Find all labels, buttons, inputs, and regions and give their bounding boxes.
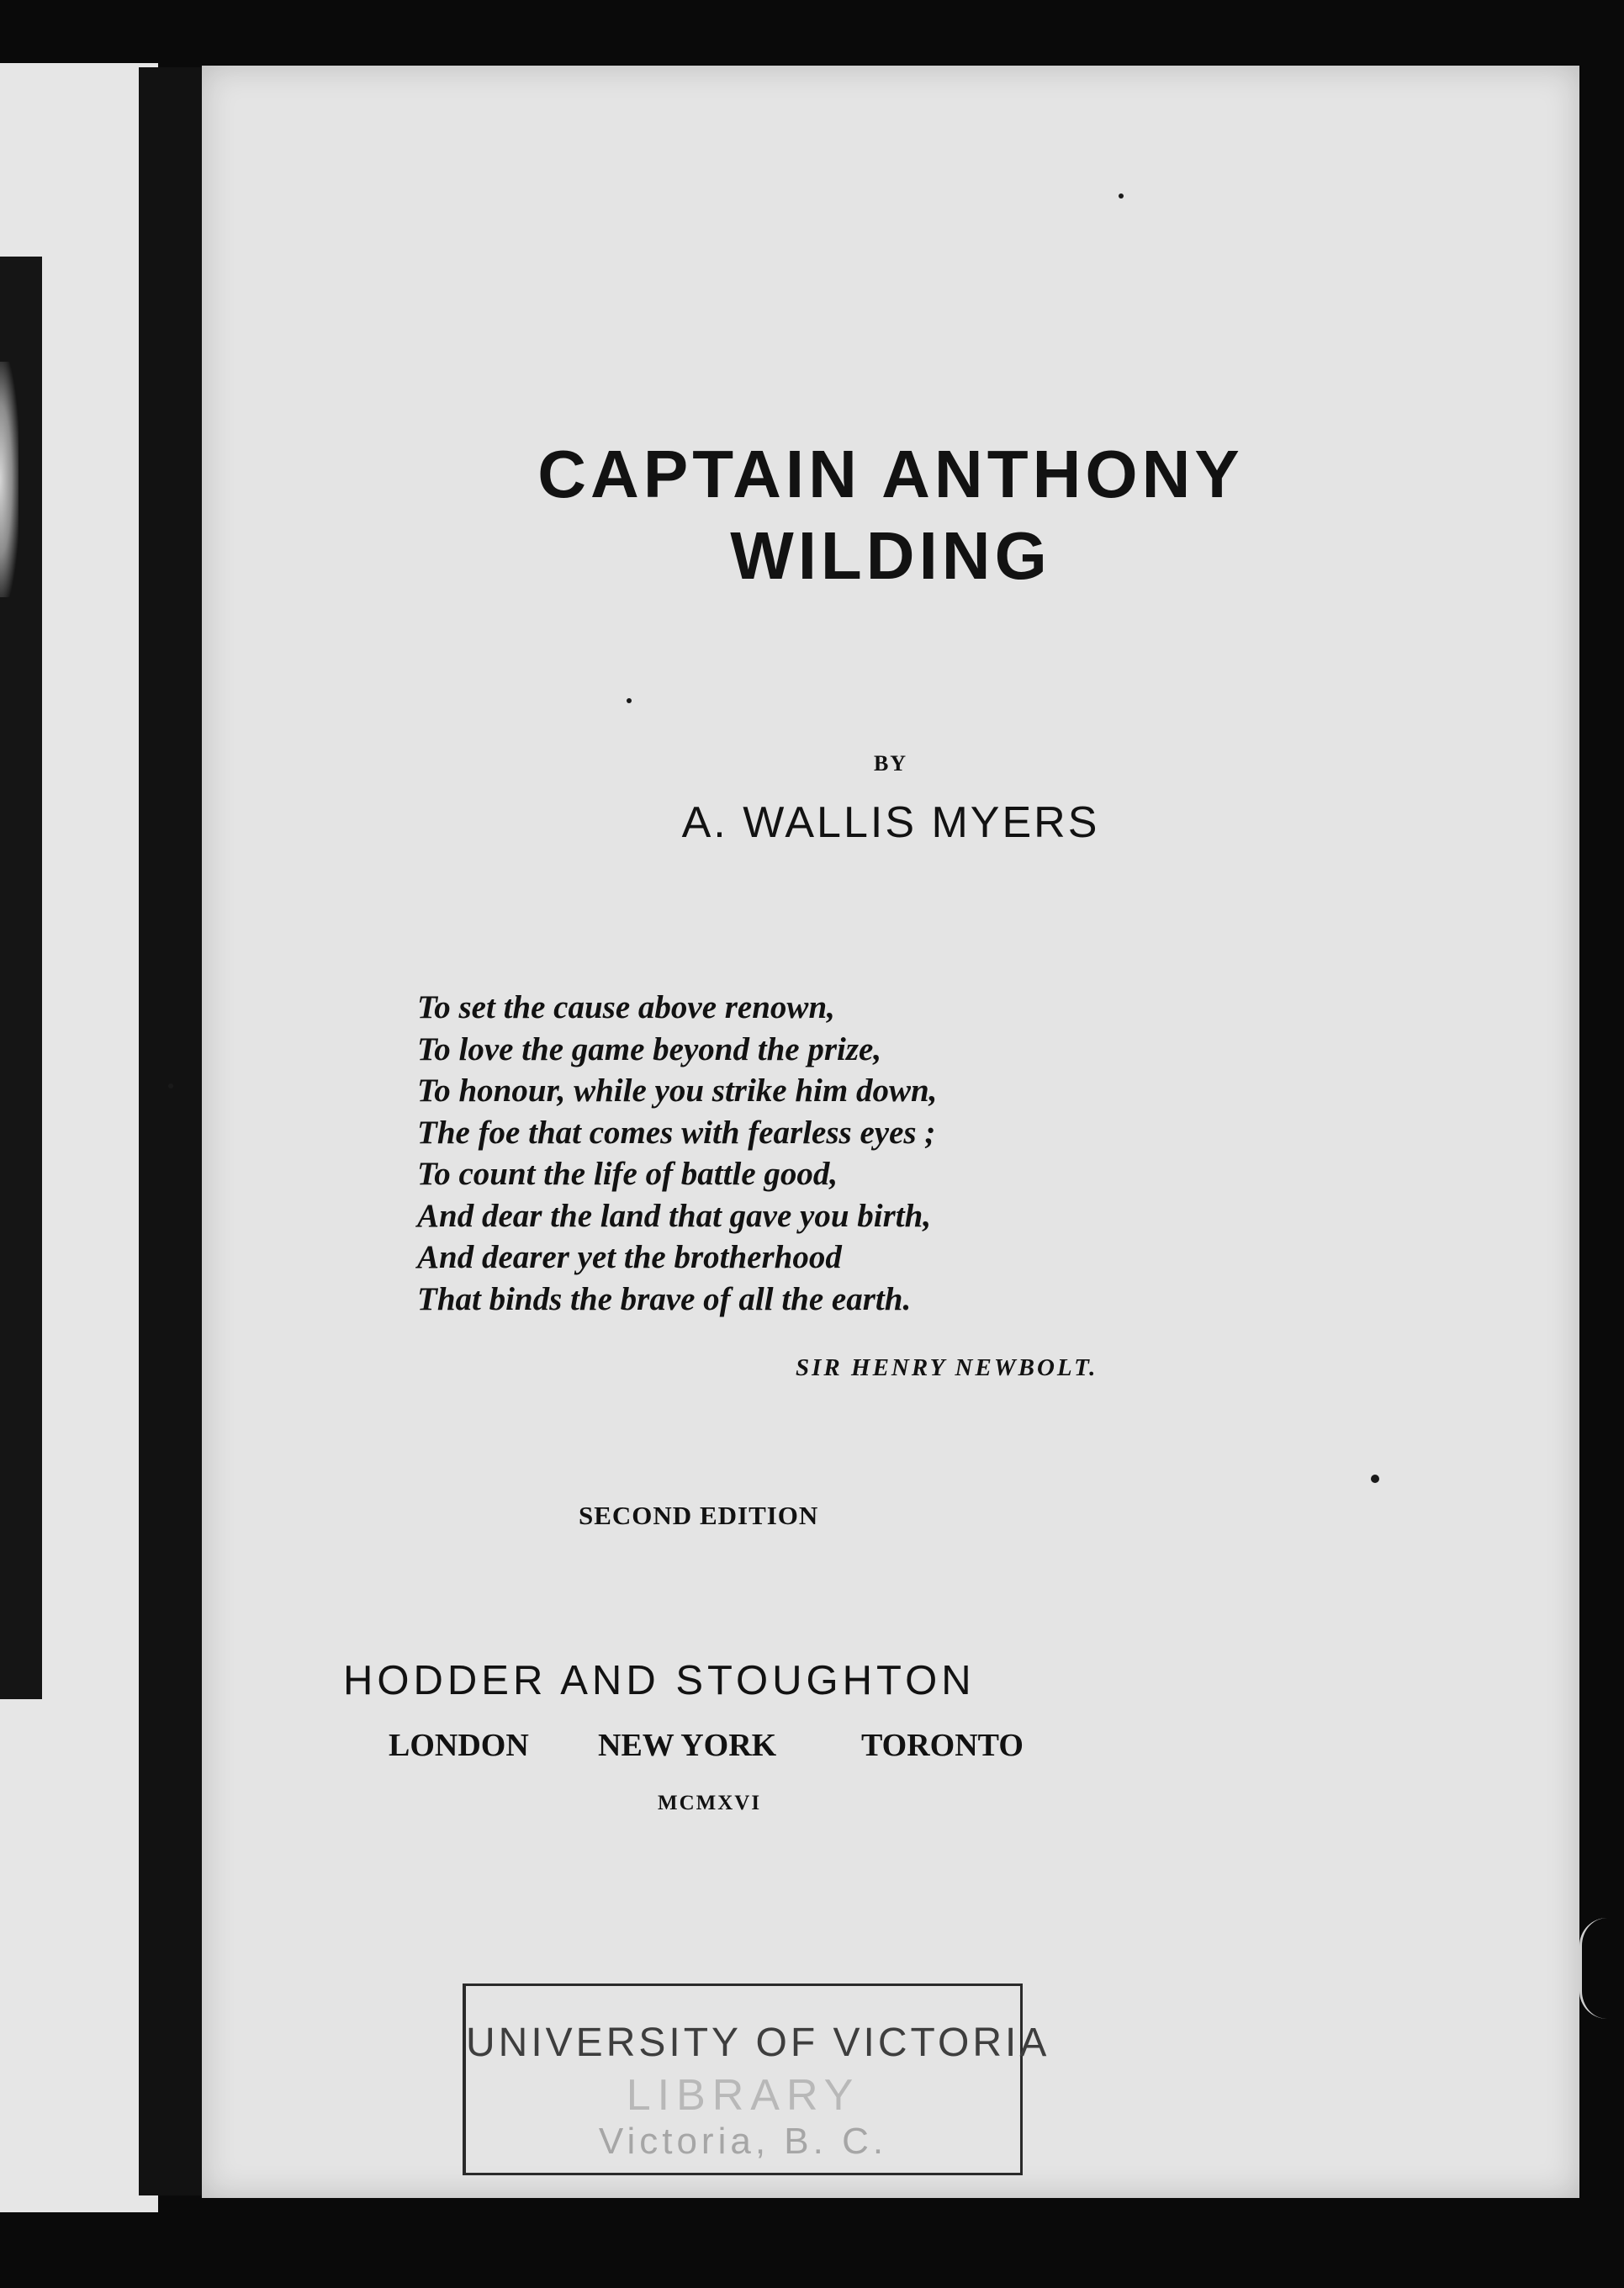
author-name: A. WALLIS MYERS xyxy=(681,798,1100,847)
poem-line: The foe that comes with fearless eyes ; xyxy=(417,1114,936,1151)
poem-line: That binds the brave of all the earth. xyxy=(417,1280,912,1317)
poem-line: And dear the land that gave you birth, xyxy=(417,1197,932,1234)
poem-line: To count the life of battle good, xyxy=(417,1156,838,1192)
poem-line: To honour, while you strike him down, xyxy=(417,1072,938,1109)
poem-line: And dearer yet the brotherhood xyxy=(417,1239,842,1275)
book-title-line-2: WILDING xyxy=(730,518,1051,593)
book-title-line-1: CAPTAIN ANTHONY xyxy=(537,437,1244,511)
stamp-institution: UNIVERSITY OF VICTORIA xyxy=(466,2021,1050,2065)
print-speck xyxy=(1371,1475,1379,1483)
print-speck xyxy=(627,698,632,703)
edition-label: SECOND EDITION xyxy=(579,1501,819,1530)
publisher-city: NEW YORK xyxy=(598,1728,777,1763)
title-page xyxy=(202,66,1579,2198)
print-speck xyxy=(168,1083,173,1088)
library-stamp xyxy=(463,1983,1050,2175)
poem-line: To set the cause above renown, xyxy=(417,989,835,1025)
poem-attribution: SIR HENRY NEWBOLT. xyxy=(796,1354,1098,1381)
publisher-city: LONDON xyxy=(389,1728,529,1763)
stamp-location: Victoria, B. C. xyxy=(598,2121,888,2162)
print-speck xyxy=(1119,193,1124,199)
stamp-library: LIBRARY xyxy=(626,2071,860,2120)
epigraph-poem xyxy=(417,987,937,1320)
by-label: BY xyxy=(873,751,908,776)
publisher-city: TORONTO xyxy=(861,1728,1024,1763)
frontispiece-image-fragment xyxy=(0,362,19,597)
book-gutter xyxy=(139,67,204,2195)
poem-line: To love the game beyond the prize, xyxy=(417,1030,882,1067)
publication-year: MCMXVI xyxy=(658,1792,762,1814)
publisher-name: HODDER AND STOUGHTON xyxy=(343,1658,976,1703)
page-edge-mark xyxy=(1579,1918,1607,2019)
